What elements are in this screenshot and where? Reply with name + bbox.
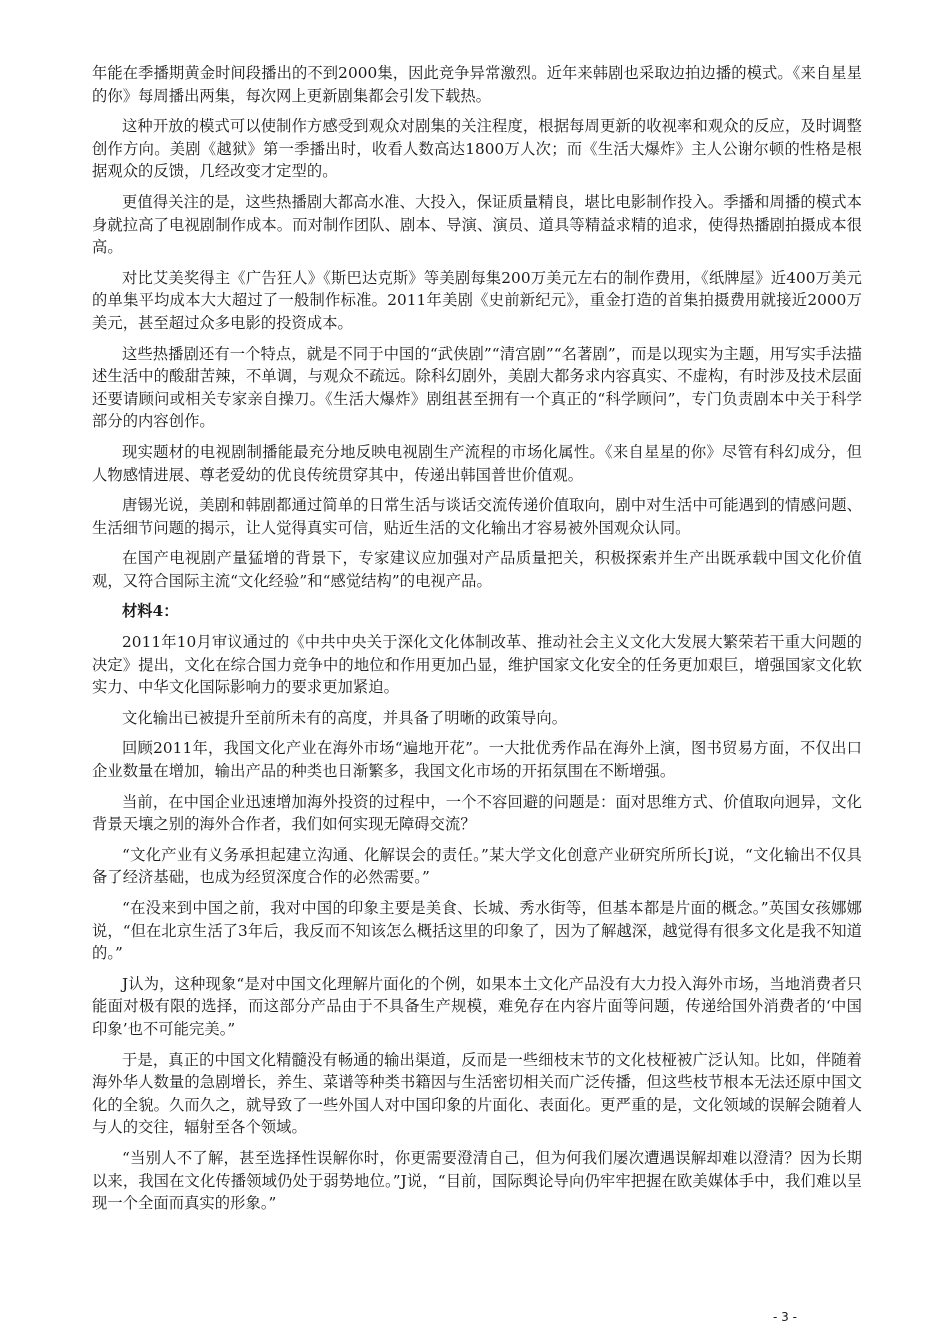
paragraph: 年能在季播期黄金时间段播出的不到2000集，因此竞争异常激烈。近年来韩剧也采取边拍边播的模式。《来自星星的你》每周播出两集，每次网上更新剧集都会引发下载热。 <box>92 64 862 105</box>
paragraph: “当别人不了解，甚至选择性误解你时，你更需要澄清自己，但为何我们屡次遭遇误解却难以澄清？因为长期以来，我国在文化传播领域仍处于弱势地位。”J说，“目前，国际舆论导向仍牢牢把握在欧美媒体手中，我们难以呈现一个全面而真实的形象。” <box>92 1148 862 1213</box>
paragraph: 这些热播剧还有一个特点，就是不同于中国的“武侠剧”“清宫剧”“名著剧”，而是以现实为主题，用写实手法描述生活中的酸甜苦辣，不单调，与观众不疏远。除科幻剧外，美剧大都务求内容真实、不虚构，有时涉及技术层面还要请顾问或相关专家亲自操刀。《生活大爆炸》剧组甚至拥有一个真正的“科学顾问”，专门负责剧本中关于科学部分的内容创作。 <box>92 344 862 431</box>
paragraph: “文化产业有义务承担起建立沟通、化解误会的责任。”某大学文化创意产业研究所所长J说，“文化输出不仅具备了经济基础，也成为经贸深度合作的必然需要。” <box>92 845 862 887</box>
paragraph: 文化输出已被提升至前所未有的高度，并具备了明晰的政策导向。 <box>122 708 568 727</box>
page-number: - 3 - <box>773 1310 797 1324</box>
paragraph: 在国产电视剧产量猛增的背景下，专家建议应加强对产品质量把关，积极探索并生产出既承载中国文化价值观，又符合国际主流“文化经验”和“感觉结构”的电视产品。 <box>92 549 862 590</box>
section-heading: 材料4： <box>122 602 179 621</box>
paragraph: 当前，在中国企业迅速增加海外投资的过程中，一个不容回避的问题是：面对思维方式、价值取向迥异，文化背景天壤之别的海外合作者，我们如何实现无障碍交流？ <box>92 792 862 834</box>
paragraph: 对比艾美奖得主《广告狂人》《斯巴达克斯》等美剧每集200万美元左右的制作费用，《纸牌屋》近400万美元的单集平均成本大大超过了一般制作标准。2011年美剧《史前新纪元》，重金打造的首集拍摄费用就接近2000万美元，甚至超过众多电影的投资成本。 <box>92 268 862 332</box>
paragraph: 回顾2011年，我国文化产业在海外市场“遍地开花”。一大批优秀作品在海外上演，图书贸易方面，不仅出口企业数量在增加，输出产品的种类也日渐繁多，我国文化市场的开拓氛围在不断增强。 <box>92 739 862 781</box>
paragraph: “在没来到中国之前，我对中国的印象主要是美食、长城、秀水街等，但基本都是片面的概念。”英国女孩娜娜说，“但在北京生活了3年后，我反而不知该怎么概括这里的印象了，因为了解越深，越觉得有很多文化是我不知道的。” <box>92 899 862 963</box>
paragraph: 更值得关注的是，这些热播剧大都高水准、大投入，保证质量精良，堪比电影制作投入。季播和周播的模式本身就拉高了电视剧制作成本。而对制作团队、剧本、导演、演员、道具等精益求精的追求，使得热播剧拍摄成本很高。 <box>92 192 862 257</box>
paragraph: J认为，这种现象“是对中国文化理解片面化的个例，如果本土文化产品没有大力投入海外市场，当地消费者只能面对极有限的选择，而这部分产品由于不具备生产规模，难免存在内容片面等问题，传递给国外消费者的‘中国印象’也不可能完美。” <box>92 974 862 1038</box>
paragraph: 唐锡光说，美剧和韩剧都通过简单的日常生活与谈话交流传递价值取向，剧中对生活中可能遇到的情感问题、生活细节问题的揭示，让人觉得真实可信，贴近生活的文化输出才容易被外国观众认同。 <box>92 496 862 537</box>
paragraph: 2011年10月审议通过的《中共中央关于深化文化体制改革、推动社会主义文化大发展大繁荣若干重大问题的决定》提出，文化在综合国力竞争中的地位和作用更加凸显，维护国家文化安全的任务更加艰巨，增强国家文化软实力、中华文化国际影响力的要求更加紧迫。 <box>92 633 862 697</box>
paragraph: 现实题材的电视剧制播能最充分地反映电视剧生产流程的市场化属性。《来自星星的你》尽管有科幻成分，但人物感情进展、尊老爱幼的优良传统贯穿其中，传递出韩国普世价值观。 <box>92 442 862 484</box>
paragraph: 于是，真正的中国文化精髓没有畅通的输出渠道，反而是一些细枝末节的文化枝桠被广泛认知。比如，伴随着海外华人数量的急剧增长，养生、菜谱等种类书籍因与生活密切相关而广泛传播，但这些枝节根本无法还原中国文化的全貌。久而久之，就导致了一些外国人对中国印象的片面化、表面化。更严重的是，文化领域的误解会随着人与人的交往，辐射至各个领域。 <box>92 1050 862 1137</box>
document-body <box>92 62 862 1223</box>
paragraph: 这种开放的模式可以使制作方感受到观众对剧集的关注程度，根据每周更新的收视率和观众的反应，及时调整创作方向。美剧《越狱》第一季播出时，收看人数高达1800万人次；而《生活大爆炸》主人公谢尔顿的性格是根据观众的反馈，几经改变才定型的。 <box>92 117 862 181</box>
